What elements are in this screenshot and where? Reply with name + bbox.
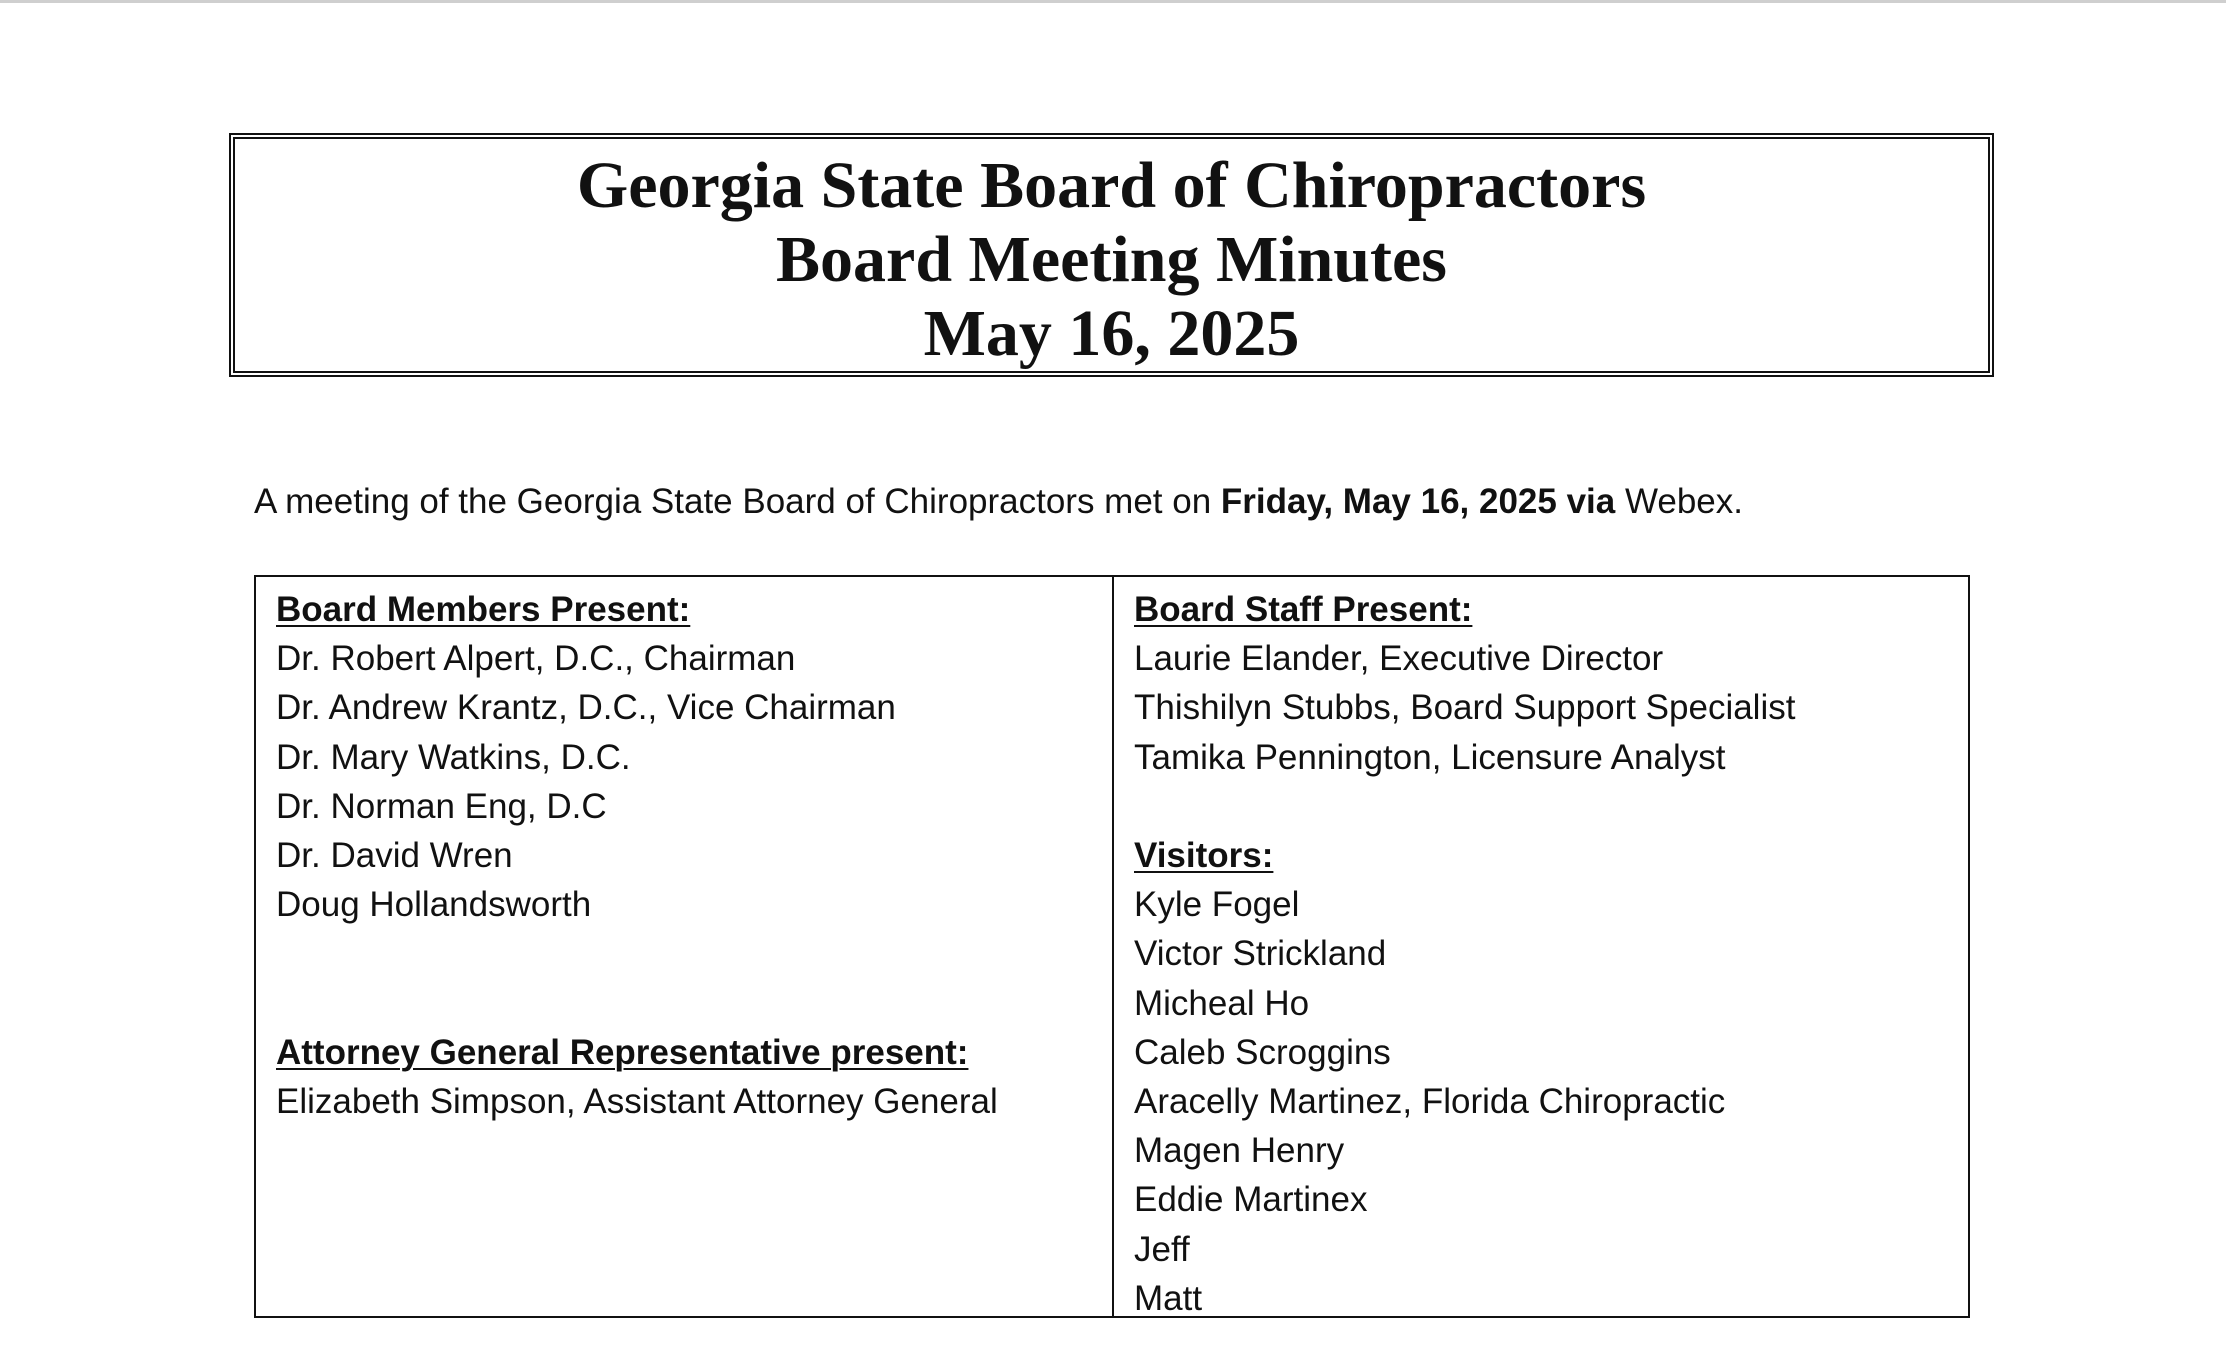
board-member-item: Dr. Robert Alpert, D.C., Chairman — [276, 639, 796, 679]
board-member-item: Dr. David Wren — [276, 836, 513, 876]
intro-paragraph — [254, 480, 1743, 524]
board-staff-heading: Board Staff Present: — [1134, 590, 1473, 629]
staff-item: Tamika Pennington, Licensure Analyst — [1134, 737, 1726, 777]
visitors-heading: Visitors: — [1134, 836, 1274, 875]
visitor-item: Kyle Fogel — [1134, 885, 1300, 925]
visitor-item: Aracelly Martinez, Florida Chiropractic — [1134, 1082, 1726, 1122]
document-type-title: Board Meeting Minutes — [776, 223, 1447, 296]
visitor-item: Matt — [1134, 1278, 1203, 1318]
staff-item: Laurie Elander, Executive Director — [1134, 639, 1664, 679]
board-name-title: Georgia State Board of Chiropractors — [576, 149, 1647, 222]
board-member-item: Dr. Mary Watkins, D.C. — [276, 737, 631, 777]
intro-text-bold: Friday, May 16, 2025 via — [1220, 482, 1616, 521]
intro-text-after: Webex. — [1615, 482, 1743, 521]
visitor-item: Jeff — [1134, 1229, 1190, 1269]
visitor-item: Micheal Ho — [1134, 983, 1310, 1023]
visitor-item: Victor Strickland — [1134, 934, 1387, 974]
intro-text-before: A meeting of the Georgia State Board of Chiropractors met on — [254, 482, 1221, 521]
visitor-item: Eddie Martinex — [1134, 1180, 1368, 1220]
board-member-item: Dr. Norman Eng, D.C — [276, 786, 607, 826]
visitor-item: Magen Henry — [1134, 1131, 1345, 1171]
board-members-heading: Board Members Present: — [276, 590, 691, 629]
board-member-item: Doug Hollandsworth — [276, 885, 592, 925]
spacer — [1134, 782, 1968, 831]
page-top-edge — [0, 0, 2226, 3]
meeting-date-title: May 16, 2025 — [923, 297, 1300, 370]
spacer — [276, 929, 1112, 978]
attendance-left-column — [256, 577, 1114, 1316]
attendance-right-column — [1114, 577, 1968, 1316]
staff-item: Thishilyn Stubbs, Board Support Specialist — [1134, 688, 1796, 728]
attendance-table — [254, 575, 1970, 1318]
title-box — [229, 133, 1994, 377]
visitor-item: Caleb Scroggins — [1134, 1032, 1391, 1072]
spacer — [276, 979, 1112, 1028]
attorney-item: Elizabeth Simpson, Assistant Attorney General — [276, 1082, 998, 1121]
board-member-item: Dr. Andrew Krantz, D.C., Vice Chairman — [276, 688, 896, 728]
attorney-heading: Attorney General Representative present: — [276, 1032, 969, 1072]
